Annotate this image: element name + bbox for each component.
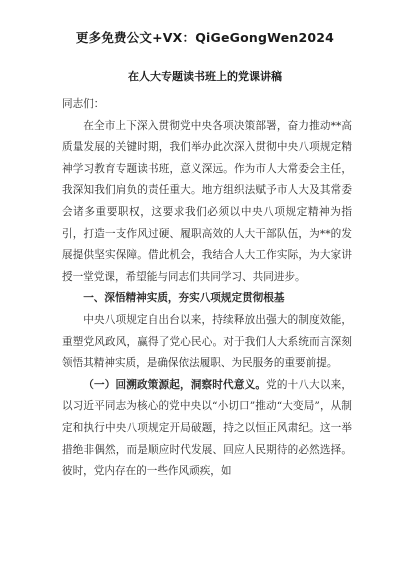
subsection-heading-1: （一）回溯政策源起，洞察时代意义。 [83,378,267,391]
subsection-text-1: 党的十八大以来，以习近平同志为核心的党中央以“小切口”推动“大变局”，从制定和执行中央八项规定开局破题，持之以恒正风肃纪。这一举措绝非偶然，而是顺应时代发展、回应人民期待的必然选择。彼时，党内存在的一些作风顽疾，如 [62,378,353,478]
paragraph-section1: 中央八项规定自出台以来，持续释放出强大的制度效能，重塑党风政风，赢得了党心民心。对于我们人大系统而言深刻领悟其精神实质，是确保依法履职、为民服务的重要前提。 [62,313,352,370]
document-title: 在人大专题读书班上的党课讲稿 [128,70,282,83]
paragraph-intro: 在全市上下深入贯彻党中央各项决策部署，奋力推动**高质量发展的关键时期，我们举办此次深入贯彻中央八项规定精神学习教育专题读书班，意义深远。作为市人大常委会主任，我深知我们肩负的责任重大。地方组织法赋予市人大及其常委会诸多重要职权，这要求我们必须以中央八项规定精神为指引，打造一支作风过硬、履职高效的人大干部队伍，为**的发展提供坚实保障。借此机会，我结合人大工作实际，为大家讲授一堂党课，希望能与同志们共同学习、共同进步。 [62,119,352,283]
section-heading-1: 一、深悟精神实质，夯实八项规定贯彻根基 [83,292,285,305]
watermark-header: 更多免费公文+VX：QiGeGongWen2024 [75,30,335,45]
salutation: 同志们： [62,98,105,110]
paragraph-subsection1 [62,375,352,483]
document-body [62,94,352,483]
